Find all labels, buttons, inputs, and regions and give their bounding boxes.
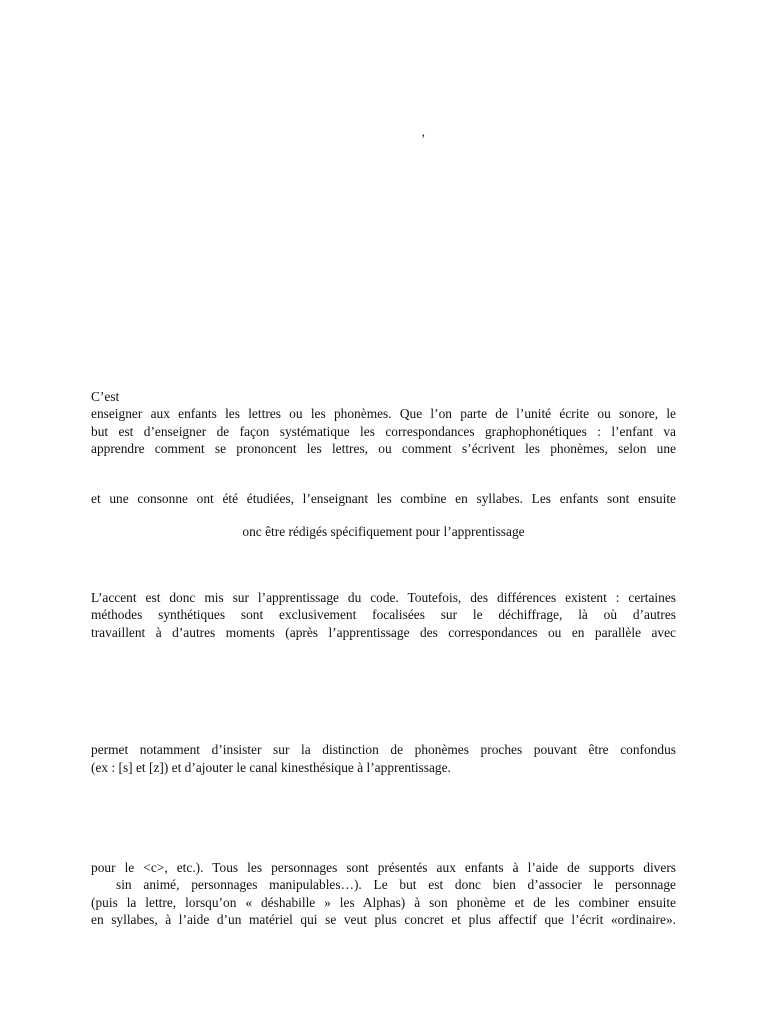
text-line: méthodes synthétiques sont exclusivement focalisées sur le déchiffrage, là où d’autres [91,607,676,622]
text-line: travaillent à d’autres moments (après l’apprentissage des correspondances ou en parallèle avec [91,625,676,640]
text-line: enseigner aux enfants les lettres ou les phonèmes. Que l’on parte de l’unité écrite ou sonore, le [91,406,676,421]
text-line: et une consonne ont été étudiées, l’enseignant les combine en syllabes. Les enfants sont ensuite [91,491,676,506]
text-line: (ex : [s] et [z]) et d’ajouter le canal kinesthésique à l’apprentissage. [91,760,451,775]
text-line: C’est [91,389,120,404]
text-line: pour le <c>, etc.). Tous les personnages sont présentés aux enfants à l’aide de supports divers [91,860,676,875]
text-line: en syllabes, à l’aide d’un matériel qui se veut plus concret et plus affectif que l’écrit «ordinaire». [91,912,676,927]
text-line: sin animé, personnages manipulables…). Le but est donc bien d’associer le personnage [116,877,676,892]
text-line: but est d’enseigner de façon systématique les correspondances graphophonétiques : l’enfant va [91,424,676,439]
text-line: apprendre comment se prononcent les lettres, ou comment s’écrivent les phonèmes, selon une [91,441,676,456]
text-line: onc être rédigés spécifiquement pour l’apprentissage [242,524,525,539]
text-line: L’accent est donc mis sur l’apprentissage du code. Toutefois, des différences existent : certaines [91,590,676,605]
top-mark: ’ [421,131,426,146]
text-line: (puis la lettre, lorsqu’on « déshabille » les Alphas) à son phonème et de les combiner ensuite [91,895,676,910]
text-line: permet notamment d’insister sur la distinction de phonèmes proches pouvant être confondus [91,742,676,757]
